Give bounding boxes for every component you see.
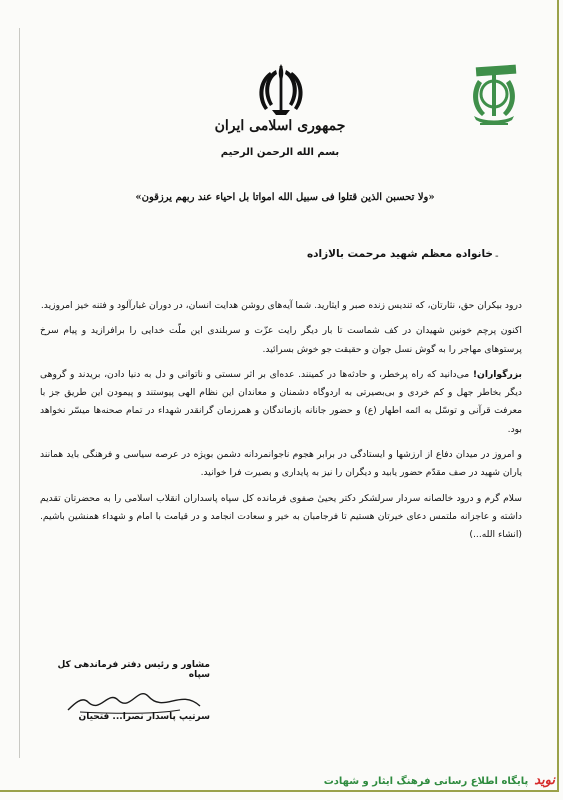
paragraph-text: اکنون پرچم خونین شهیدان در کف شماست تا بار دیگر رایت عزّت و سربلندی این ملّت خدایی را برافرازید و پیام سرخ پرستوهای مهاجر را به گوش نسل جوان و حقیقت جو خوش بسرائید.: [40, 325, 522, 355]
footer-brand: نوید: [534, 773, 555, 788]
paragraph-lead: بزرگواران!: [472, 368, 522, 380]
paragraph-text: سلام گرم و درود خالصانه سردار سرلشکر دکتر یحییٰ صفوی فرمانده کل سپاه پاسداران انقلاب اسلامی را به محضرتان تقدیم داشته و عاجزانه ملتمس دعای خیرتان هستیم تا فرجامبان به خیر و سعادت انجامد و در قیامت با امام و شهداء همنشین باشیم. (انشاء الله...): [40, 492, 522, 541]
quran-verse: «ولا تحسبن الذین قتلوا فی سبیل الله امواتا بل احیاء عند ربهم یرزقون»: [135, 192, 435, 203]
addressee: خانواده معظم شهید مرحمت بالازاده: [306, 248, 493, 260]
paragraph: [40, 490, 522, 545]
letter-body: [40, 297, 522, 552]
paragraph: [40, 297, 522, 315]
signature-block: [40, 660, 210, 722]
paragraph-text: می‌دانید که راه پرخطر، و حادثه‌ها در کمینند. عده‌ای بر اثر سستی و ناتوانی و دل به دنیا دادن، بریدند و گروهی دیگر بخاطر جهل و کم خردی و بی‌بصیرتی به اردوگاه دشمنان و معاندان این نظام الهی پیوستند و پیمودن این طریق جز با معرفت قرآنی و توسّل به ائمه اطهار (ع) و حضور جانانه بازماندگان و همرزمان گرانقدر شهداء در تمام صحنه‌ها میسّر نخواهد بود.: [40, 368, 522, 435]
bismillah: بسم الله الرحمن الرحیم: [220, 147, 340, 158]
paragraph-text: درود بیکران حق، نثارتان، که تندیس زنده صبر و ایثارید. شما آیه‌های روشن هدایت انسان، در دوران غبارآلود و فتنه خیز امروزید.: [40, 300, 522, 311]
paragraph: [40, 322, 522, 359]
footer-text: پایگاه اطلاع رسانی فرهنگ ایثار و شهادت: [323, 776, 529, 787]
republic-name: جمهوری اسلامی ایران: [214, 118, 346, 134]
signature-name: سرتیپ پاسدار نصرا... فتحیان: [78, 712, 210, 722]
dash-mark: -: [495, 251, 499, 262]
signature-title: مشاور و رئیس دفتر فرماندهی کل سپاه: [57, 660, 210, 680]
margin-rule: [19, 28, 20, 758]
irgc-emblem-icon: [468, 60, 520, 132]
paragraph: [40, 446, 522, 483]
paragraph: [40, 366, 522, 439]
paragraph-text: و امروز در میدان دفاع از ارزشها و ایستادگی در برابر هجوم ناجوانمردانه دشمن بویژه در عرصه سیاسی و فرهنگی باید همانند یاران شهید در صف مقدّم حضور یابید و دیگران را نیز به پایداری و بصیرت فرا خوانید.: [40, 449, 522, 479]
footer-watermark: [324, 773, 555, 788]
iran-emblem-icon: [256, 60, 306, 120]
